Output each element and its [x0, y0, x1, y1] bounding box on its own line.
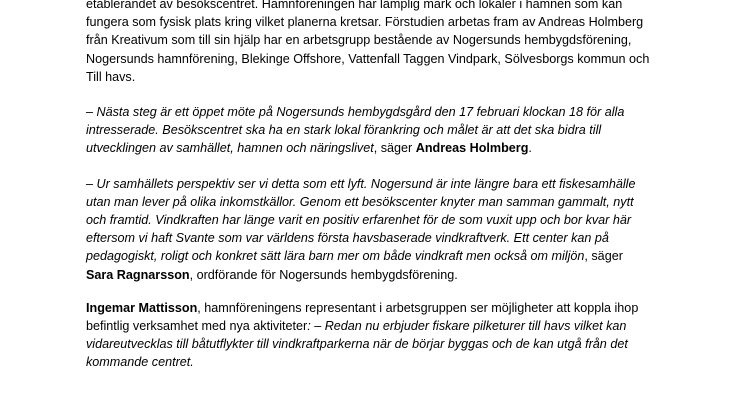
- quote-text: utvecklingen av samhället, hamnen och näringslivet: [86, 141, 374, 156]
- paragraph-quote-holmberg: [86, 103, 666, 158]
- document-page: [86, 0, 666, 388]
- period: .: [528, 141, 532, 156]
- quote-line: – Nästa steg är ett öppet möte på Nogersunds hembygdsgård den 17 februari klockan 18 för alla: [86, 105, 625, 120]
- quote-line: och framtid. Vindkraften har länge varit en positiv erfarenhet för de som vuxit upp och bor kvar här: [86, 213, 632, 228]
- text-line: från Kreativum som till sin hjälp har en arbetsgrupp bestående av Nogersunds hembygdsförening,: [86, 33, 632, 48]
- quote-line: kommande centret.: [86, 355, 194, 370]
- quote-attribution-line: [86, 139, 666, 157]
- text-line: Nogersunds hamnförening, Blekinge Offshore, Vattenfall Taggen Vindpark, Sölvesborgs kommun och: [86, 51, 650, 66]
- speaker-role: , hamnföreningens representant i arbetsgruppen ser möjligheter att koppla ihop: [197, 300, 639, 315]
- speaker-name: Ingemar Mattisson: [86, 300, 198, 315]
- quote-text: : – Redan nu erbjuder fiskare pilketurer till havs vilket kan: [307, 319, 627, 334]
- quote-text: pedagogiskt, roligt och konkret sätt lära barn mer om både vindkraft men också om miljön: [86, 249, 585, 264]
- text-line: Till havs.: [86, 69, 136, 84]
- paragraph-project-description: [86, 0, 666, 86]
- quote-line: – Ur samhällets perspektiv ser vi detta som ett lyft. Nogersund är inte längre bara ett fiskesamhälle: [86, 176, 636, 191]
- speaker-role: , ordförande för Nogersunds hembygdsförening.: [189, 267, 458, 282]
- mixed-line: [86, 317, 666, 335]
- paragraph-quote-mattisson: [86, 299, 666, 372]
- speaker-line: [86, 299, 666, 317]
- quote-line: intresserade. Besökscentret ska ha en stark lokal förankring och målet är att det ska bidra till: [86, 123, 602, 138]
- speaker-line: [86, 266, 666, 284]
- text-line: etablerandet av besökscentret. Hamnföreningen har lämplig mark och lokaler i hamnen som kan: [86, 0, 623, 11]
- said-text: , säger: [584, 249, 623, 264]
- text-line: fungera som fysisk plats kring vilket planerna kretsar. Förstudien arbetas fram av Andreas Holmberg: [86, 15, 644, 30]
- said-text: , säger: [373, 141, 416, 156]
- quote-attribution-line: [86, 247, 666, 265]
- paragraph-quote-ragnarsson: [86, 175, 666, 284]
- quote-line: vidareutvecklas till båtutflykter till vindkraftparkerna när de börjar byggas och de kan utgå från det: [86, 337, 628, 352]
- quote-line: eftersom vi haft Svante som var världens första havsbaserade vindkraftverk. Ett center kan på: [86, 231, 609, 246]
- speaker-name: Andreas Holmberg: [415, 141, 529, 156]
- plain-text: befintlig verksamhet med nya aktiviteter: [86, 319, 308, 334]
- quote-line: utan man lever på olika inkomstkällor. Genom ett besökscenter knyter man samman gammalt, nytt: [86, 194, 634, 209]
- speaker-name: Sara Ragnarsson: [86, 267, 190, 282]
